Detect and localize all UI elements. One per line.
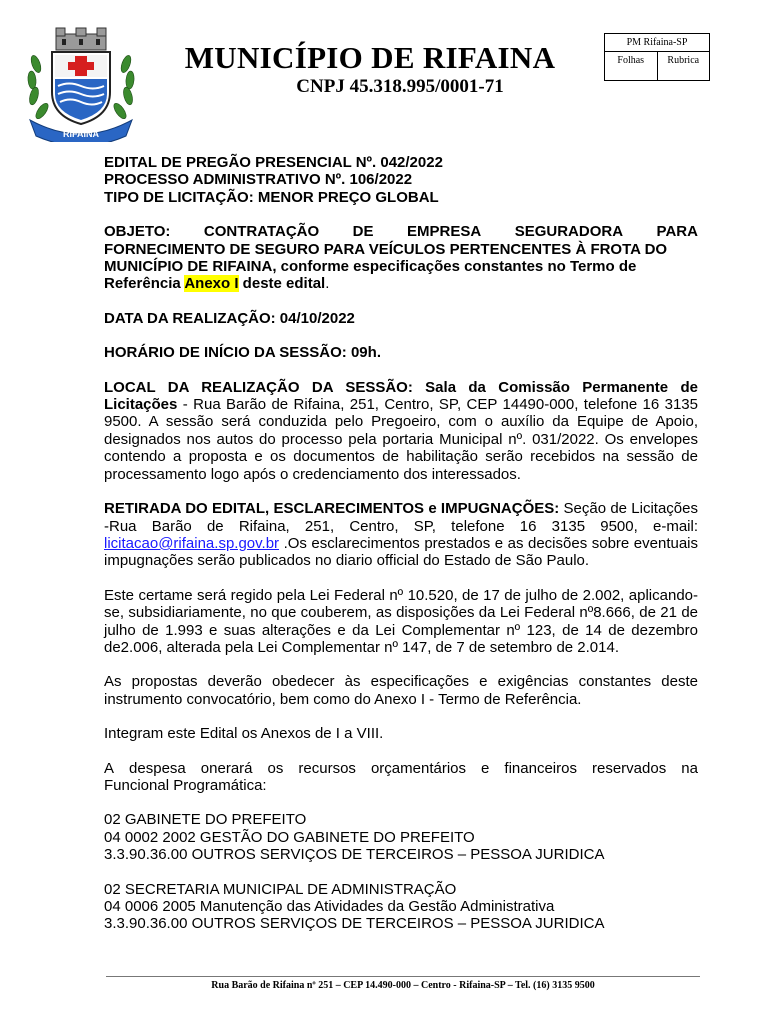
crest-ribbon-text: RIFAINA — [63, 129, 99, 139]
objeto-word: OBJETO: — [104, 223, 171, 241]
despesa-line-2: Funcional Programática: — [104, 776, 267, 794]
dotacao-block-2 — [104, 881, 698, 933]
email-link[interactable]: licitacao@rifaina.sp.gov.br — [104, 534, 280, 552]
dotacao-line: 02 SECRETARIA MUNICIPAL DE ADMINISTRAÇÃO — [104, 880, 457, 898]
despesa-word: na — [681, 759, 698, 777]
stamp-folhas: Folhas — [617, 55, 645, 66]
despesa-word: financeiros — [504, 759, 577, 777]
objeto-line-4: Referência Anexo I deste edital. — [104, 275, 330, 293]
stamp-header: PM Rifaina-SP — [605, 34, 709, 52]
regido-paragraph: Este certame será regido pela Lei Federal nº 10.520, de 17 de julho de 2.002, aplicando-se, subsidiariamente, no que couberem, as disposições da Lei Federal nº8.666, de 21 de julho de 1.993 e suas alterações e da Lei Complementar nº 123, de 14 de dezembro de2.006, alterada pela Lei Complementar nº 147, de 7 de setembro de 2.014. — [104, 586, 698, 656]
dotacao-line: 04 0002 2002 GESTÃO DO GABINETE DO PREFEITO — [104, 828, 475, 846]
objeto-first-line — [104, 223, 698, 240]
page-title: MUNICÍPIO DE RIFAINA — [184, 40, 556, 75]
dotacao-line: 3.3.90.36.00 OUTROS SERVIÇOS DE TERCEIROS – PESSOA JURIDICA — [104, 846, 605, 864]
objeto-word: CONTRATAÇÃO — [203, 223, 320, 241]
page-footer: Rua Barão de Rifaina nº 251 – CEP 14.490-000 – Centro - Rifaina-SP – Tel. (16) 3135 9500 — [211, 980, 595, 991]
despesa-word: recursos — [298, 759, 356, 777]
page-stamp-box — [604, 33, 710, 81]
retirada-paragraph: RETIRADA DO EDITAL, ESCLARECIMENTOS e IMPUGNAÇÕES: Seção de Licitações -Rua Barão de Rifaina, 251, Centro, SP, telefone 16 3135 9500, e-mail: licitacao@rifaina.sp.gov.br .Os esclarecimentos prestados e as decisões sobre eventuais impugnações serão publicados no diario official do Estado de São Paulo. — [104, 500, 698, 570]
footer-divider — [106, 976, 700, 977]
municipal-crest-logo — [22, 24, 140, 142]
objeto-word: DE — [352, 223, 374, 241]
edital-line-3: TIPO DE LICITAÇÃO: MENOR PREÇO GLOBAL — [104, 188, 439, 206]
anexo-highlight: Anexo I — [184, 275, 239, 293]
data-realizacao: DATA DA REALIZAÇÃO: 04/10/2022 — [104, 309, 355, 327]
despesa-word: despesa — [129, 759, 186, 777]
despesa-word: os — [267, 759, 284, 777]
despesa-word: e — [481, 759, 490, 777]
retirada-label: RETIRADA DO EDITAL, ESCLARECIMENTOS e IMPUGNAÇÕES: — [104, 500, 560, 518]
despesa-word: onerará — [200, 759, 253, 777]
despesa-word: reservados — [592, 759, 667, 777]
objeto-line-3: MUNICÍPIO DE RIFAINA, conforme especificações constantes no Termo de — [104, 258, 637, 276]
objeto-word: SEGURADORA — [514, 223, 624, 241]
objeto-word: PARA — [656, 223, 698, 241]
dotacao-line: 04 0006 2005 Manutenção das Atividades da Gestão Administrativa — [104, 898, 555, 915]
local-text: - Rua Barão de Rifaina, 251, Centro, SP, CEP 14490-000, telefone 16 3135 9500. A sessão será conduzida pelo Pregoeiro, com o auxílio da Equipe de Apoio, designados nos autos do processo pela portaria Municipal nº. 031/2022. Os envelopes contendo a proposta e os documentos de habilitação serão recebidos na sessão de processamento logo após o credenciamento dos interessados. — [104, 396, 698, 483]
horario-inicio: HORÁRIO DE INÍCIO DA SESSÃO: 09h. — [104, 344, 381, 362]
dotacao-line: 3.3.90.36.00 OUTROS SERVIÇOS DE TERCEIROS – PESSOA JURIDICA — [104, 915, 605, 933]
local-paragraph — [104, 379, 698, 483]
despesa-first-line — [104, 760, 698, 777]
objeto-line-2: FORNECIMENTO DE SEGURO PARA VEÍCULOS PERTENCENTES À FROTA DO — [104, 240, 668, 258]
local-label: LOCAL DA REALIZAÇÃO DA SESSÃO: Sala da Comissão Permanente de Licitações — [104, 378, 698, 414]
despesa-word: A — [104, 759, 115, 777]
stamp-rubrica: Rubrica — [657, 52, 710, 80]
despesa-paragraph — [104, 760, 698, 795]
objeto-word: EMPRESA — [407, 223, 482, 241]
document-body — [104, 154, 698, 933]
dotacao-block-1 — [104, 811, 698, 863]
objeto-section — [104, 223, 698, 293]
edital-line-2: PROCESSO ADMINISTRATIVO Nº. 106/2022 — [104, 171, 413, 189]
edital-line-1: EDITAL DE PREGÃO PRESENCIAL Nº. 042/2022 — [104, 154, 443, 171]
dotacao-line: 02 GABINETE DO PREFEITO — [104, 811, 307, 829]
integram-paragraph: Integram este Edital os Anexos de I a VIII. — [104, 725, 384, 743]
despesa-word: orçamentários — [370, 759, 467, 777]
cnpj-subtitle: CNPJ 45.318.995/0001-71 — [296, 76, 504, 97]
propostas-paragraph: As propostas deverão obedecer às especificações e exigências constantes deste instrumento convocatório, bem como do Anexo I - Termo de Referência. — [104, 673, 698, 708]
